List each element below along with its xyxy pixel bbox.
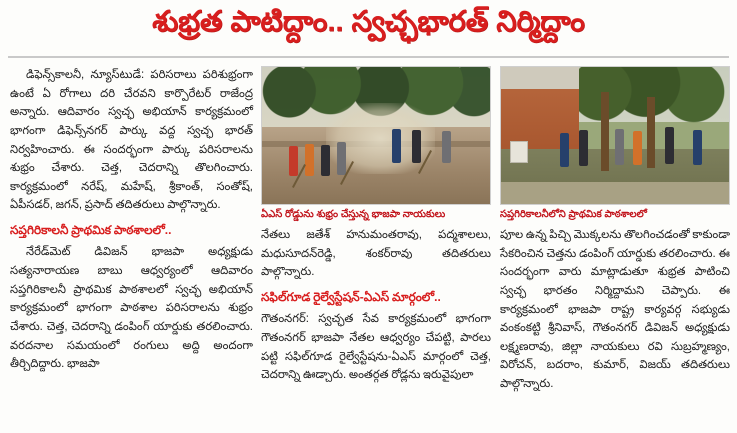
headline-divider [8, 56, 729, 58]
column-middle [261, 66, 491, 426]
photo-tree-trunk [601, 92, 609, 171]
photo-person [560, 133, 569, 167]
column-left [10, 66, 253, 426]
paragraph: గౌతంనగర్: స్వచ్ఛత సేవ కార్యక్రమంలో భాగంగా గౌతంనగర్ భాజపా నేతల ఆధ్వర్యం చేపట్టి, పారలు పట్టి సఫిల్‌గూడ రైల్వేస్టేషను-ఏఎస్ మార్గంలో చెత్త, చెదరాన్ని ఊడ్చారు. అంతర్గత రోడ్లను ఇరువైపులా [261, 313, 491, 382]
photo-tree-trunk [647, 97, 655, 168]
paragraph: నేతలు జతేశ్ హనుమంతరావు, పద్మశాలలు, మధుసూదన్‌రెడ్డి, శంకర్‌రావు తదితరులు పాల్గొన్నారు. [261, 229, 491, 279]
photo-person [289, 146, 298, 176]
photo-person [633, 131, 642, 165]
photo-person [442, 131, 451, 163]
photo-building-top [501, 67, 579, 89]
paragraph: నేరేడ్‌మెట్ డివిజన్ భాజపా అధ్యక్షుడు సత్యనారాయణ బాబు ఆధ్వర్యంలో ఆదివారం సప్తగిరికాలనీ ప్రాథమిక పాఠశాలలో స్వచ్ఛ అభియాన్ కార్యక్రమంలో భాగంగా పాఠశాల పరిసరాలను శుభ్రం చేశారు. చెత్త, చెదరాన్ని డంపింగ్ యార్డుకు తరలించారు. వరదనాల సమయంలో రంగులు అద్ది అందంగా తీర్చిదిద్దారు. భాజపా [10, 246, 253, 371]
photo-school-cleanup [500, 66, 730, 205]
subheading: సఫిల్‌గూడ రైల్వేస్టేషన్-ఏఎస్ మార్గంలో.. [261, 289, 441, 304]
photo-person [321, 145, 330, 176]
photo-person [392, 129, 401, 163]
photo-road-cleanup [261, 66, 491, 205]
photo-path [501, 182, 729, 204]
paragraph: డిఫెన్స్‌కాలనీ, న్యూస్‌టుడే: పరిసరాలు పరిశుభ్రంగా ఉంటే ఏ రోగాలు దరి చేరవని కార్పొరేటర్ రాజేంద్ర అన్నారు. ఆదివారం స్వచ్ఛ అభియాన్ కార్యక్రమంలో భాగంగా డిఫెన్స్‌నగర్ పార్కు వద్ద స్వచ్ఛ భారత్ నిర్వహించారు. ఈ సందర్భంగా పార్కు పరిసరాలను శుభ్రం చేశారు. చెత్త, చెదరాన్ని తొలగించారు. కార్యక్రమంలో నరేష్, మహేష్, శ్రీకాంత్, సంతోష్, ఏపీసడర్, జగన్, ప్రసాద్ తదితరులు పాల్గొన్నారు. [10, 69, 253, 212]
photo-caption: సప్తగిరికాలనీలోని ప్రాథమిక పాఠశాలలో [500, 209, 647, 220]
photo-bucket [510, 141, 528, 163]
photo-caption: ఏఎస్ రోడ్డును శుభ్రం చేస్తున్న భాజపా నాయకులు [261, 209, 446, 220]
photo-person [412, 130, 421, 163]
photo-person [615, 129, 624, 165]
column-right [500, 66, 730, 426]
photo-person [693, 130, 702, 165]
paragraph: పూల ఉన్న పిచ్చి మొక్కలను తొలగించడంతో కాకుండా సేకరించిన చెత్తను డంపింగ్ యార్డుకు తరలించారు. ఈ సందర్భంగా వారు మాట్లాడుతూ శుభ్రత పాటించి స్వచ్ఛ భారతం నిర్మిద్దామని చెప్పారు. ఈ కార్యక్రమంలో భాజపా రాష్ట్ర కార్యవర్గ సభ్యుడు వంకంకట్టి శ్రీనివాస్, గౌతంనగర్ డివిజన్ అధ్యక్షుడు లక్ష్మణరావు, జిల్లా నాయకులు రవి సుబ్రహ్మణ్యం, విరోచన్, బదరాం, కుమార్, విజయ్ తదితరులు పాల్గొన్నారు. [500, 229, 730, 390]
photo-person [579, 130, 588, 166]
photo-person [305, 144, 314, 176]
photo-person [665, 127, 674, 164]
photo-person [337, 142, 346, 175]
subheading: సప్తగిరికాలనీ ప్రాథమిక పాఠశాలలో.. [10, 223, 172, 237]
page-title: శుభ్రత పాటిద్దాం.. స్వచ్ఛభారత్ నిర్మిద్దాం [152, 6, 585, 38]
